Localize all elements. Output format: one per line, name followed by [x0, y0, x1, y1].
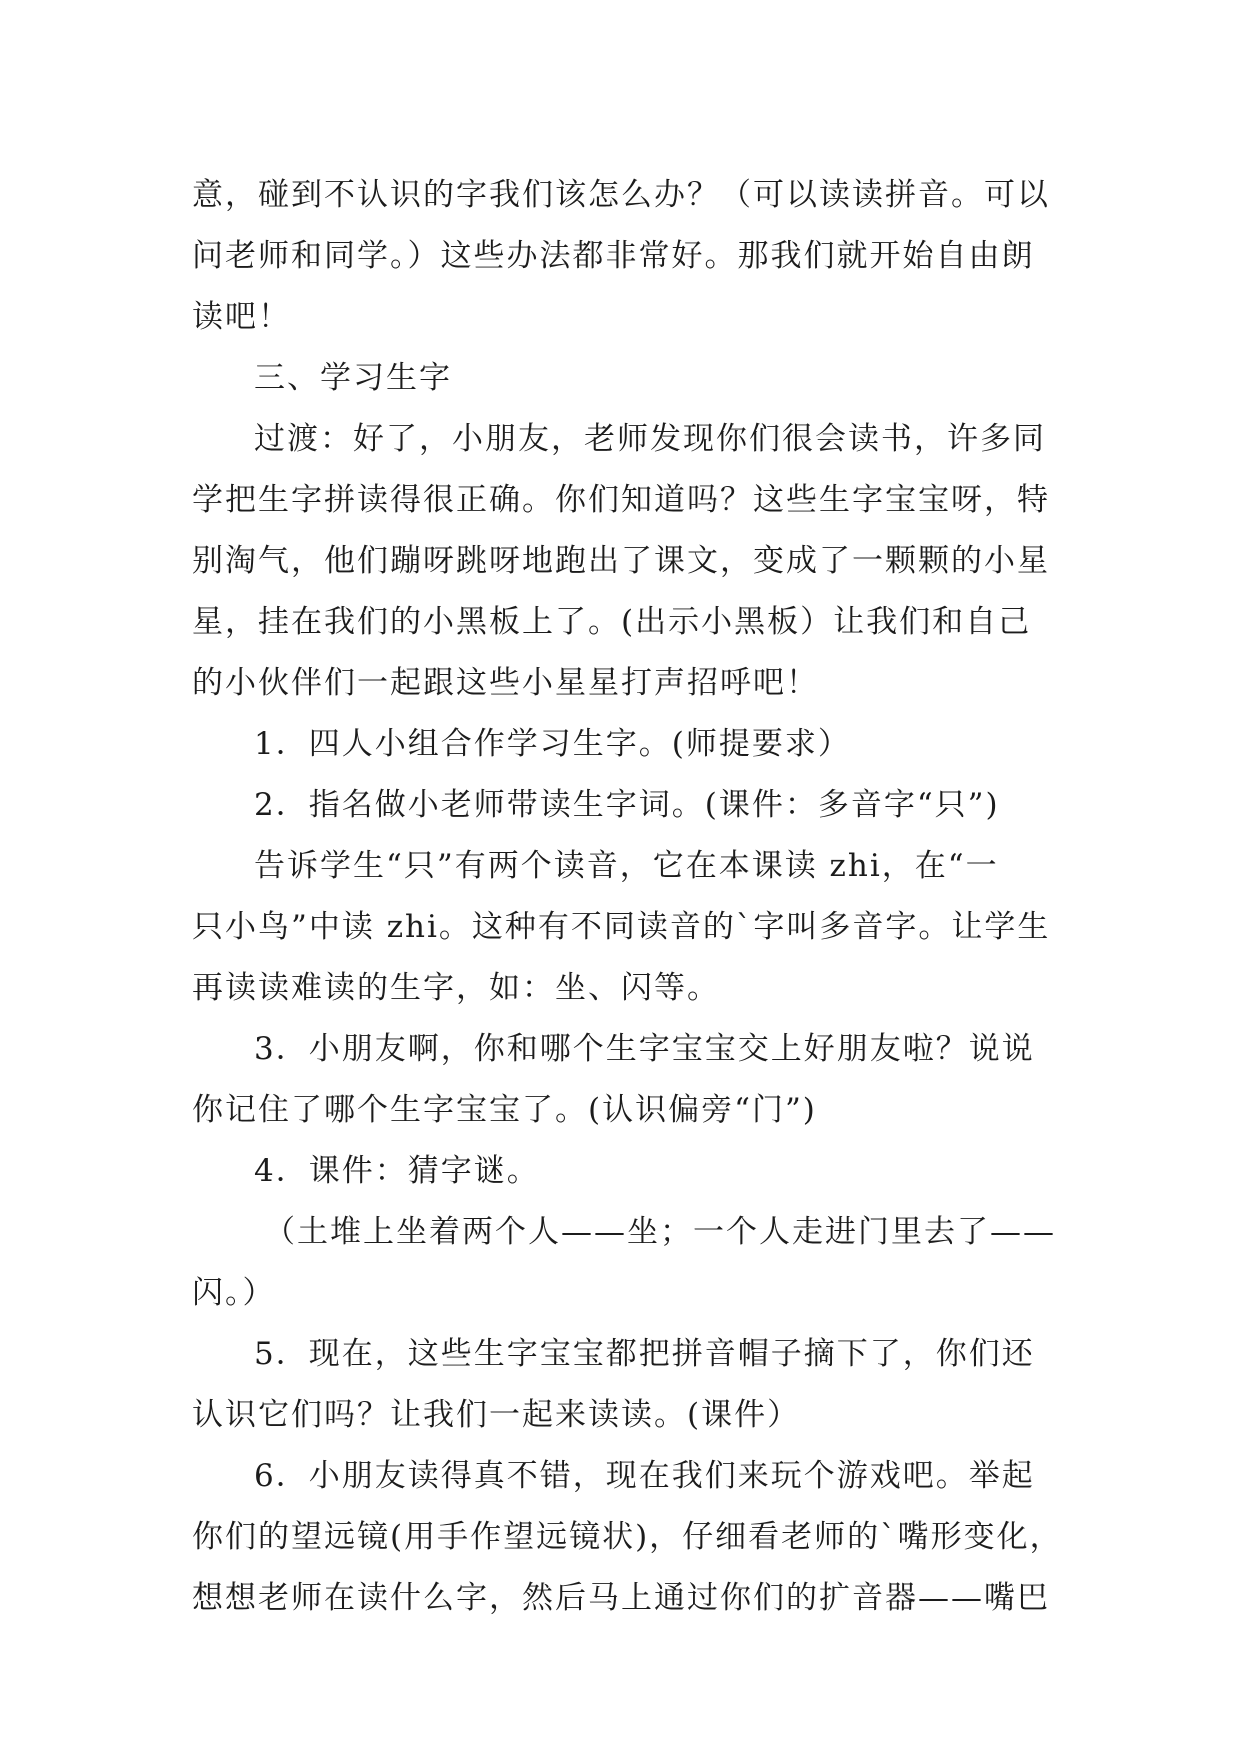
text-line: 再读读难读的生字，如：坐、闪等。 [192, 970, 720, 1006]
text-line: 星，挂在我们的小黑板上了。(出示小黑板）让我们和自己 [192, 604, 1032, 640]
list-item: 3．小朋友啊，你和哪个生字宝宝交上好朋友啦？说说 [254, 1031, 1035, 1067]
text-line: 问老师和同学。）这些办法都非常好。那我们就开始自由朗 [192, 238, 1035, 274]
text-line: 学把生字拼读得很正确。你们知道吗？这些生字宝宝呀，特 [192, 482, 1050, 518]
text-line: 只小鸟”中读 zhi。这种有不同读音的`字叫多音字。让学生 [192, 909, 1051, 945]
list-item: 4．课件：猜字谜。 [254, 1153, 540, 1189]
text-line: 你记住了哪个生字宝宝了。(认识偏旁“门”) [192, 1092, 817, 1128]
list-item: 6．小朋友读得真不错，现在我们来玩个游戏吧。举起 [254, 1458, 1035, 1494]
text-line: 读吧！ [192, 299, 291, 335]
list-item: 5．现在，这些生字宝宝都把拼音帽子摘下了，你们还 [254, 1336, 1035, 1372]
text-line: 想想老师在读什么字，然后马上通过你们的扩音器——嘴巴 [192, 1580, 1050, 1616]
text-line: 闪。） [192, 1275, 276, 1311]
list-item: 2．指名做小老师带读生字词。(课件：多音字“只”) [254, 787, 1000, 823]
list-item: 1．四人小组合作学习生字。(师提要求） [254, 726, 851, 762]
text-line: 意，碰到不认识的字我们该怎么办？（可以读读拼音。可以 [192, 177, 1050, 213]
text-line: （土堆上坐着两个人——坐；一个人走进门里去了—— [264, 1214, 1056, 1250]
document-body [192, 165, 1063, 1629]
text-line: 认识它们吗？让我们一起来读读。(课件） [192, 1397, 801, 1433]
section-heading: 三、学习生字 [254, 360, 452, 396]
text-line: 过渡：好了，小朋友，老师发现你们很会读书，许多同 [254, 421, 1046, 457]
text-line: 的小伙伴们一起跟这些小星星打声招呼吧！ [192, 665, 819, 701]
text-line: 别淘气，他们蹦呀跳呀地跑出了课文，变成了一颗颗的小星 [192, 543, 1050, 579]
text-line: 你们的望远镜(用手作望远镜状)，仔细看老师的`嘴形变化， [192, 1519, 1063, 1555]
text-line: 告诉学生“只”有两个读音，它在本课读 zhi，在“一 [254, 848, 999, 884]
